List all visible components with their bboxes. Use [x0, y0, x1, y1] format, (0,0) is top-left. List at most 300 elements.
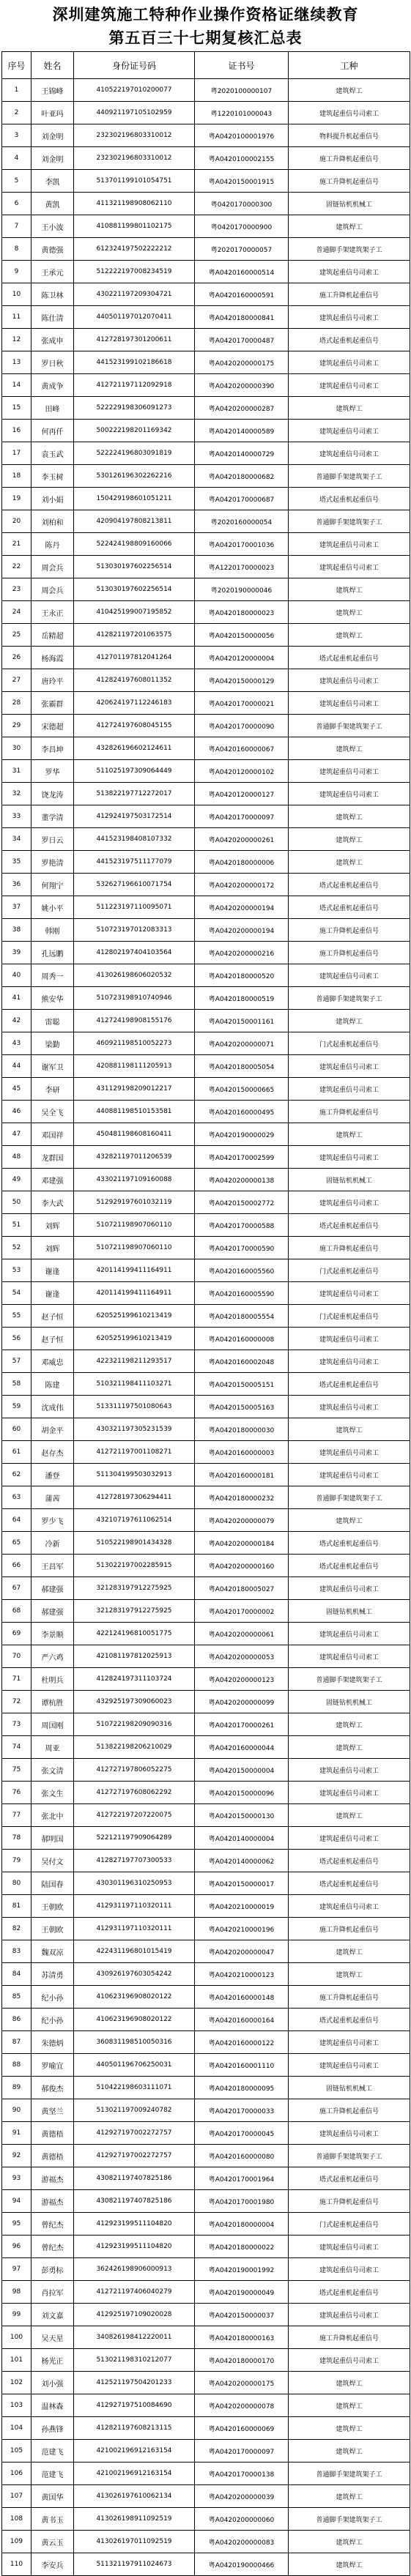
cell-name: 郝建强 [32, 1577, 74, 1600]
cell-id-number: 513030197602256514 [74, 556, 195, 578]
cell-name: 黄德强 [32, 238, 74, 261]
cell-certificate-number: 粤A0420200000390 [195, 374, 289, 397]
cell-id-number: 421002196912163154 [74, 2463, 195, 2485]
cell-work-type: 塔式起重机起重信号 [289, 1850, 410, 1872]
table-row [2, 1623, 410, 1645]
cell-id-number: 431129198209012217 [74, 1078, 195, 1101]
cell-id-number: 513030197602256514 [74, 578, 195, 601]
table-row [2, 1645, 410, 1668]
cell-work-type: 固链钻机机械工 [289, 193, 410, 215]
table-row [2, 874, 410, 896]
cell-certificate-number: 粤A0420180005054 [195, 1055, 289, 1078]
cell-id-number: 510723197012083313 [74, 919, 195, 942]
cell-id-number: 412821197608213115 [74, 2417, 195, 2440]
cell-serial: 24 [2, 601, 32, 624]
cell-work-type: 建筑焊工 [289, 1940, 410, 1963]
cell-work-type: 建筑起重信号司索工 [289, 442, 410, 465]
cell-serial: 84 [2, 1963, 32, 1986]
cell-id-number: 412722197207220075 [74, 1804, 195, 1827]
cell-work-type: 建筑焊工 [289, 851, 410, 874]
cell-name: 邓国祥 [32, 1123, 74, 1146]
cell-name: 谢逢 [32, 1259, 74, 1282]
table-row [2, 942, 410, 964]
cell-work-type: 建筑焊工 [289, 1713, 410, 1736]
cell-certificate-number: 粤A0420170001980 [195, 2190, 289, 2213]
cell-certificate-number: 粤A0420150001915 [195, 170, 289, 193]
table-row [2, 1600, 410, 1623]
cell-certificate-number: 粤A0420200000287 [195, 397, 289, 420]
cell-id-number: 430821197407825186 [74, 2190, 195, 2213]
table-row [2, 533, 410, 556]
cell-name: 袁玉武 [32, 442, 74, 465]
title-line-2: 第五百三十七期复核汇总表 [108, 29, 303, 47]
cell-serial: 77 [2, 1804, 32, 1827]
cell-id-number: 510721198907060110 [74, 1237, 195, 1259]
cell-certificate-number: 粤A0420160000514 [195, 261, 289, 283]
cell-certificate-number: 粤A0420200000194 [195, 919, 289, 942]
cell-name: 刘柏和 [32, 510, 74, 533]
cell-certificate-number: 粤A0420200000071 [195, 1032, 289, 1055]
table-row [2, 1169, 410, 1191]
cell-id-number: 440921197105102959 [74, 102, 195, 124]
cell-certificate-number: 粤2020190000046 [195, 578, 289, 601]
cell-id-number: 421002196912163154 [74, 2440, 195, 2463]
cell-certificate-number: 粤A0420200000079 [195, 1509, 289, 1532]
table-row [2, 1146, 410, 1169]
table-row [2, 692, 410, 715]
cell-work-type: 建筑焊工 [289, 805, 410, 828]
cell-id-number: 430301196310250953 [74, 1872, 195, 1895]
cell-certificate-number: 粤A0420160005560 [195, 1259, 289, 1282]
cell-work-type: 建筑起重信号司索工 [289, 1645, 410, 1668]
table-row [2, 828, 410, 851]
cell-work-type: 建筑起重信号司索工 [289, 2304, 410, 2326]
cell-id-number: 412821197201063575 [74, 624, 195, 647]
cell-serial: 85 [2, 1986, 32, 2009]
cell-work-type: 建筑起重信号司索工 [289, 1282, 410, 1305]
cell-work-type: 建筑焊工 [289, 2531, 410, 2553]
cell-certificate-number: 粤A0420160000067 [195, 737, 289, 760]
table-row [2, 2099, 410, 2122]
cell-work-type: 固链钻机机械工 [289, 1691, 410, 1713]
table-row [2, 1010, 410, 1032]
cell-serial: 69 [2, 1623, 32, 1645]
cell-name: 陈丹 [32, 533, 74, 556]
cell-id-number: 432826196602124611 [74, 737, 195, 760]
cell-certificate-number: 粤A0420170002599 [195, 1146, 289, 1169]
cell-certificate-number: 粤A0420200000039 [195, 2485, 289, 2508]
cell-serial: 80 [2, 1872, 32, 1895]
cell-serial: 10 [2, 283, 32, 306]
cell-serial: 64 [2, 1509, 32, 1532]
cell-serial: 18 [2, 465, 32, 488]
table-row [2, 2553, 410, 2576]
cell-id-number: 513701199101054751 [74, 170, 195, 193]
cell-id-number: 513021198310212077 [74, 2349, 195, 2372]
cell-work-type: 建筑焊工 [289, 578, 410, 601]
cell-certificate-number: 粤A0420180000520 [195, 964, 289, 987]
cell-work-type: 施工升降机起重信号 [289, 1237, 410, 1259]
cell-id-number: 420881198111205913 [74, 1055, 195, 1078]
cell-work-type: 普通脚手架建筑架子工 [289, 987, 410, 1010]
table-row [2, 147, 410, 170]
cell-id-number: 432821197011206539 [74, 1146, 195, 1169]
cell-work-type: 施工升降机起重信号 [289, 147, 410, 170]
cell-certificate-number: 粤0420170000900 [195, 215, 289, 238]
cell-work-type: 塔式起重机起重信号 [289, 1555, 410, 1577]
cell-certificate-number: 粤A0420160000591 [195, 283, 289, 306]
cell-id-number: 410623196908020122 [74, 2009, 195, 2031]
cell-serial: 74 [2, 1736, 32, 1759]
cell-serial: 48 [2, 1146, 32, 1169]
cell-certificate-number: 粤A0420170000097 [195, 2440, 289, 2463]
cell-serial: 99 [2, 2304, 32, 2326]
cell-serial: 39 [2, 942, 32, 964]
cell-name: 陆国春 [32, 1872, 74, 1895]
table-row [2, 556, 410, 578]
cell-work-type: 塔式起重机起重信号 [289, 488, 410, 510]
cell-serial: 30 [2, 737, 32, 760]
cell-work-type: 塔式起重机起重信号 [289, 329, 410, 351]
table-row [2, 79, 410, 102]
cell-id-number: 413026198911092519 [74, 2508, 195, 2531]
cell-name: 刘辉 [32, 1214, 74, 1237]
cell-serial: 60 [2, 1418, 32, 1441]
cell-name: 温林森 [32, 2394, 74, 2417]
cell-certificate-number: 粤A0420170001964 [195, 2167, 289, 2190]
cell-serial: 28 [2, 692, 32, 715]
cell-id-number: 513822198206210029 [74, 1736, 195, 1759]
cell-name: 罗华 [32, 760, 74, 783]
cell-serial: 4 [2, 147, 32, 170]
cell-certificate-number: 粤A0420200000175 [195, 351, 289, 374]
table-body [2, 79, 410, 2576]
cell-id-number: 412931197110320111 [74, 1918, 195, 1940]
cell-id-number: 413026197610062134 [74, 2485, 195, 2508]
cell-certificate-number: 粤A0420210000123 [195, 1963, 289, 1986]
cell-name: 田峰 [32, 397, 74, 420]
table-row [2, 2167, 410, 2190]
cell-id-number: 321283197912275925 [74, 1577, 195, 1600]
table-row [2, 2054, 410, 2077]
table-row [2, 306, 410, 329]
cell-certificate-number: 粤A0420140000589 [195, 420, 289, 442]
table-row [2, 1555, 410, 1577]
cell-work-type: 建筑焊工 [289, 2394, 410, 2417]
cell-serial: 57 [2, 1350, 32, 1373]
cell-work-type: 建筑焊工 [289, 79, 410, 102]
cell-name: 姚小平 [32, 896, 74, 919]
cell-work-type: 门式起重机起重信号 [289, 1305, 410, 1328]
cell-name: 罗日云 [32, 828, 74, 851]
cell-serial: 26 [2, 647, 32, 669]
cell-serial: 81 [2, 1895, 32, 1918]
cell-serial: 22 [2, 556, 32, 578]
cell-work-type: 普通脚手架建筑架子工 [289, 1486, 410, 1509]
cell-serial: 101 [2, 2349, 32, 2372]
cell-name: 黄德梧 [32, 2145, 74, 2167]
cell-certificate-number: 粤A0420200000172 [195, 874, 289, 896]
table-row [2, 465, 410, 488]
table-row [2, 329, 410, 351]
cell-id-number: 412721197112092918 [74, 374, 195, 397]
table-row [2, 1509, 410, 1532]
cell-id-number: 412824197608011352 [74, 669, 195, 692]
cell-serial: 49 [2, 1169, 32, 1191]
cell-work-type: 建筑焊工 [289, 215, 410, 238]
cell-work-type: 建筑起重信号司索工 [289, 1577, 410, 1600]
cell-name: 宋德超 [32, 715, 74, 737]
table-row [2, 669, 410, 692]
table-row [2, 2485, 410, 2508]
cell-id-number: 510722198209090316 [74, 1713, 195, 1736]
cell-name: 谭杭胜 [32, 1691, 74, 1713]
cell-name: 罗喻宜 [32, 2054, 74, 2077]
cell-serial: 21 [2, 533, 32, 556]
cell-name: 张北中 [32, 1804, 74, 1827]
cell-serial: 61 [2, 1441, 32, 1464]
cell-id-number: 513021197009240782 [74, 2099, 195, 2122]
cell-id-number: 430321197305231539 [74, 1418, 195, 1441]
cell-id-number: 412727197608062292 [74, 1782, 195, 1804]
cell-serial: 65 [2, 1532, 32, 1555]
table-row [2, 2372, 410, 2394]
cell-name: 刘小强 [32, 2372, 74, 2394]
table-row [2, 261, 410, 283]
cell-name: 黄凯 [32, 193, 74, 215]
cell-certificate-number: 粤A0420200000061 [195, 1623, 289, 1645]
table-row [2, 2145, 410, 2167]
cell-id-number: 412721197406040279 [74, 2281, 195, 2304]
cell-work-type: 建筑起重信号司索工 [289, 783, 410, 805]
table-row [2, 2031, 410, 2054]
cell-serial: 50 [2, 1191, 32, 1214]
header-id-number: 身份证号码 [74, 52, 195, 79]
cell-work-type: 塔式起重机起重信号 [289, 896, 410, 919]
cell-work-type: 建筑起重信号司索工 [289, 1441, 410, 1464]
cell-serial: 7 [2, 215, 32, 238]
cell-certificate-number: 粤A0420180000023 [195, 601, 289, 624]
cell-work-type: 建筑焊工 [289, 1418, 410, 1441]
cell-work-type: 建筑起重信号司索工 [289, 1328, 410, 1350]
cell-name: 岳精超 [32, 624, 74, 647]
cell-certificate-number: 粤A0420170000261 [195, 1713, 289, 1736]
cell-id-number: 522224196803091819 [74, 442, 195, 465]
table-row [2, 1668, 410, 1691]
cell-certificate-number: 粤A0420200000060 [195, 2508, 289, 2531]
cell-certificate-number: 粤A0420120000127 [195, 783, 289, 805]
cell-work-type: 建筑焊工 [289, 2553, 410, 2576]
cell-name: 冷新 [32, 1532, 74, 1555]
cell-name: 纪小孙 [32, 2009, 74, 2031]
cell-certificate-number: 粤A0420160002048 [195, 1350, 289, 1373]
cell-id-number: 410623196908020122 [74, 1986, 195, 2009]
cell-name: 王永正 [32, 601, 74, 624]
cell-name: 严六鸡 [32, 1645, 74, 1668]
cell-certificate-number: 粤A0420170000487 [195, 329, 289, 351]
cell-serial: 53 [2, 1259, 32, 1282]
cell-certificate-number: 粤A0420170000002 [195, 1600, 289, 1623]
cell-serial: 63 [2, 1486, 32, 1509]
cell-name: 黄坚兰 [32, 2099, 74, 2122]
cell-certificate-number: 粤A0420170000033 [195, 2099, 289, 2122]
cell-name: 张文生 [32, 1782, 74, 1804]
cell-id-number: 620525199610213419 [74, 1328, 195, 1350]
cell-certificate-number: 粤A0420160000069 [195, 2417, 289, 2440]
table-row [2, 2463, 410, 2485]
cell-certificate-number: 粤A0420150000017 [195, 1872, 289, 1895]
table-row [2, 1464, 410, 1486]
cell-id-number: 441523197511177079 [74, 851, 195, 874]
cell-work-type: 塔式起重机起重信号 [289, 647, 410, 669]
cell-name: 刘辉 [32, 1237, 74, 1259]
cell-certificate-number: 粤A0420180000682 [195, 465, 289, 488]
cell-certificate-number: 粤A0420180000163 [195, 2326, 289, 2349]
cell-certificate-number: 粤2020160000054 [195, 510, 289, 533]
cell-id-number: 413026198606020532 [74, 964, 195, 987]
cell-work-type: 建筑起重信号司索工 [289, 1055, 410, 1078]
table-row [2, 1441, 410, 1464]
cell-serial: 76 [2, 1782, 32, 1804]
cell-certificate-number: 粤A1220170000023 [195, 556, 289, 578]
cell-serial: 98 [2, 2281, 32, 2304]
cell-name: 王锦峰 [32, 79, 74, 102]
cell-work-type: 建筑焊工 [289, 1736, 410, 1759]
cell-id-number: 511025197309064449 [74, 760, 195, 783]
cell-name: 赵子恒 [32, 1305, 74, 1328]
cell-id-number: 410425199007195852 [74, 601, 195, 624]
cell-name: 雷聪 [32, 1010, 74, 1032]
cell-name: 董学清 [32, 805, 74, 828]
cell-serial: 37 [2, 896, 32, 919]
table-row [2, 2304, 410, 2326]
cell-name: 韩刚 [32, 919, 74, 942]
cell-certificate-number: 粤A0420180000095 [195, 2077, 289, 2099]
table-row [2, 1418, 410, 1441]
cell-serial: 6 [2, 193, 32, 215]
cell-serial: 13 [2, 351, 32, 374]
cell-work-type: 施工升降机起重信号 [289, 283, 410, 306]
cell-serial: 3 [2, 124, 32, 147]
cell-work-type: 建筑起重信号司索工 [289, 692, 410, 715]
cell-id-number: 522229198306091273 [74, 397, 195, 420]
cell-certificate-number: 粤A0420180005554 [195, 1305, 289, 1328]
cell-certificate-number: 粤A0420160000495 [195, 1101, 289, 1123]
cell-certificate-number: 粤1220101000043 [195, 102, 289, 124]
cell-work-type: 建筑焊工 [289, 1509, 410, 1532]
cell-certificate-number: 粤2020170000057 [195, 238, 289, 261]
cell-id-number: 513822197712272017 [74, 783, 195, 805]
table-row [2, 1577, 410, 1600]
cell-work-type: 建筑焊工 [289, 1010, 410, 1032]
cell-serial: 59 [2, 1396, 32, 1418]
cell-id-number: 512222197008234519 [74, 261, 195, 283]
cell-name: 纪小孙 [32, 1986, 74, 2009]
cell-certificate-number: 粤A0420160000148 [195, 1986, 289, 2009]
cell-name: 李研 [32, 1078, 74, 1101]
table-row [2, 578, 410, 601]
cell-certificate-number: 粤A0420150005151 [195, 1373, 289, 1396]
cell-work-type: 塔式起重机起重信号 [289, 2009, 410, 2031]
cell-certificate-number: 粤A0420150005163 [195, 1396, 289, 1418]
cell-serial: 33 [2, 805, 32, 828]
cell-id-number: 360831198510050316 [74, 2031, 195, 2054]
cell-work-type: 建筑起重信号司索工 [289, 2258, 410, 2281]
cell-work-type: 塔式起重机起重信号 [289, 1532, 410, 1555]
cell-serial: 35 [2, 851, 32, 874]
cell-id-number: 232302196803310012 [74, 124, 195, 147]
cell-work-type: 建筑起重信号司索工 [289, 1350, 410, 1373]
cell-serial: 40 [2, 964, 32, 987]
cell-work-type: 普通脚手架建筑架子工 [289, 510, 410, 533]
cell-name: 黄云玉 [32, 2531, 74, 2553]
cell-serial: 32 [2, 783, 32, 805]
table-row [2, 2236, 410, 2258]
table-row [2, 2190, 410, 2213]
cell-serial: 8 [2, 238, 32, 261]
cell-work-type: 建筑起重信号司索工 [289, 306, 410, 329]
cell-work-type: 建筑焊工 [289, 828, 410, 851]
cell-serial: 88 [2, 2054, 32, 2077]
cell-certificate-number: 粤A0420180005027 [195, 1577, 289, 1600]
table-row [2, 2077, 410, 2099]
cell-serial: 43 [2, 1032, 32, 1055]
cell-name: 苏清勇 [32, 1963, 74, 1986]
cell-name: 周秀一 [32, 964, 74, 987]
cell-certificate-number: 粤A0420120000102 [195, 760, 289, 783]
cell-certificate-number: 粤A0420150000037 [195, 2304, 289, 2326]
cell-serial: 66 [2, 1555, 32, 1577]
cell-certificate-number: 粤A0420150000130 [195, 1804, 289, 1827]
cell-serial: 92 [2, 2145, 32, 2167]
header-name: 姓名 [32, 52, 74, 79]
cell-serial: 44 [2, 1055, 32, 1078]
table-row [2, 2213, 410, 2236]
cell-serial: 71 [2, 1668, 32, 1691]
cell-work-type: 塔式起重机起重信号 [289, 2167, 410, 2190]
cell-id-number: 450481198608160411 [74, 1123, 195, 1146]
table-row [2, 1078, 410, 1101]
cell-work-type: 建筑焊工 [289, 624, 410, 647]
cell-certificate-number: 粤A0420200000083 [195, 2531, 289, 2553]
cell-work-type: 施工升降机起重信号 [289, 1918, 410, 1940]
table-row [2, 1237, 410, 1259]
cell-serial: 107 [2, 2485, 32, 2508]
table-row [2, 488, 410, 510]
table-row [2, 1305, 410, 1328]
cell-name: 罗日秋 [32, 351, 74, 374]
cell-certificate-number: 粤A0420210000019 [195, 1895, 289, 1918]
cell-name: 李昌坤 [32, 737, 74, 760]
cell-id-number: 532627196610071754 [74, 874, 195, 896]
table-row [2, 1101, 410, 1123]
cell-id-number: 510321198411103271 [74, 1373, 195, 1396]
cell-serial: 105 [2, 2440, 32, 2463]
cell-serial: 83 [2, 1940, 32, 1963]
cell-id-number: 412925197109020028 [74, 2304, 195, 2326]
table-row [2, 783, 410, 805]
cell-id-number: 432107197611062514 [74, 1509, 195, 1532]
cell-name: 何再仟 [32, 420, 74, 442]
cell-certificate-number: 粤A0420190000466 [195, 2553, 289, 2576]
cell-serial: 27 [2, 669, 32, 692]
cell-serial: 82 [2, 1918, 32, 1940]
cell-serial: 12 [2, 329, 32, 351]
cell-work-type: 门式起重机起重信号 [289, 1259, 410, 1282]
cell-id-number: 412701197812041264 [74, 647, 195, 669]
cell-work-type: 物料提升机起重信号 [289, 124, 410, 147]
table-row [2, 760, 410, 783]
